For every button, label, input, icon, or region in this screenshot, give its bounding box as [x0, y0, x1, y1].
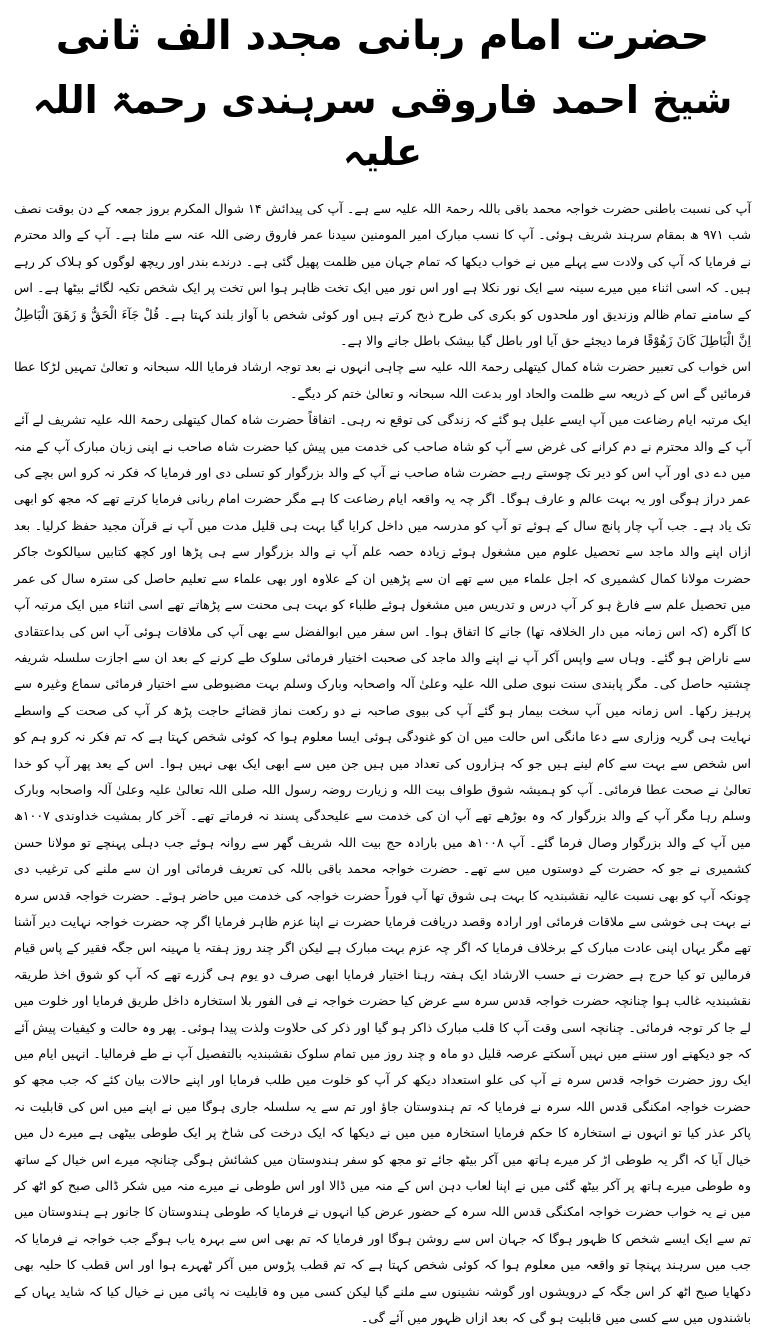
paragraph: آپ کی نسبت باطنی حضرت خواجہ محمد باقی باللہ رحمۃ اللہ علیہ سے ہے۔ آپ کی پیدائش ۱۴ شوال المکرم بروز جمعہ کے دن بوقت نصف شب ۹۷۱ ھ بمقام سرہند شریف ہوئی۔ آپ کا نسب مبارک امیر المومنین سیدنا عمر فاروق رضی اللہ عنہ سے ملتا ہے۔ آپ کے والد محترم نے فرمایا کہ آپ کی ولادت سے پہلے میں نے خواب دیکھا کہ تمام جہان میں ظلمت پھیل گئی ہے۔ درندے بندر اور ریچھ لوگوں کو ہلاک کر رہے ہیں۔ کہ اسی اثناء میں میرے سینہ سے ایک نور نکلا ہے اور اس نور میں ایک تخت ظاہر ہوا اس تخت پر ایک شخص تکیہ لگائے بیٹھا ہے۔ اس کے سامنے تمام ظالم وزندیق اور ملحدوں کو بکری کی طرح ذبح کرتے ہیں اور کوئی شخص با آواز بلند کہتا ہے۔ قُلْ جَآءَ الْحَقُّ وَ زَهَقَ الْبَاطِلُ اِنَّ الْبَاطِلَ كَانَ زَهُوْقًا فرما دیجئے حق آیا اور باطل گیا بیشک باطل جانے والا ہے۔ [14, 201, 751, 349]
article-body [14, 196, 751, 1331]
page-title: حضرت امام ربانی مجدد الف ثانی [55, 13, 710, 59]
page-subtitle: شیخ احمد فاروقی سرہندی رحمۃ اللہ علیہ [32, 78, 733, 174]
paragraph: اس خواب کی تعبیر حضرت شاہ کمال کیتھلی رحمۃ اللہ علیہ سے چاہی انہوں نے بعد توجہ ارشاد فرمایا اللہ سبحانہ و تعالیٰ تمہیں لڑکا عطا فرمائیں گے اس کے ذریعہ سے ظلمت والحاد اور بدعت اللہ سبحانہ و تعالیٰ ختم کر دیگے۔ [14, 359, 751, 401]
paragraph: ایک مرتبہ ایام رضاعت میں آپ ایسے علیل ہو گئے کہ زندگی کی توقع نہ رہی۔ اتفاقاً حضرت شاہ کمال کیتھلی رحمۃ اللہ علیہ تشریف لے آئے آپ کے والد محترم نے دم کرانے کی غرض سے آپ کو شاہ صاحب کی خدمت میں پیش کیا حضرت شاہ صاحب نے اپنی زبان مبارک آپ کے منہ میں دے دی اور آپ اس کو دیر تک چوستے رہے حضرت شاہ صاحب نے آپ کے والد بزرگوار کو تسلی دی اور فرمایا کہ فکر نہ کرو اس بچے کی عمر دراز ہوگی اور یہ بہت عالم و عارف ہوگا۔ اگر چہ یہ واقعہ ایام رضاعت کا ہے مگر حضرت امام ربانی فرمایا کرتے تھے کہ مجھ کو ابھی تک یاد ہے۔ جب آپ چار پانچ سال کے ہوئے تو آپ کو مدرسہ میں داخل کرایا گیا بہت ہی قلیل مدت میں آپ نے قرآن مجید حفظ کرلیا۔ بعد ازاں اپنے والد ماجد سے تحصیل علوم میں مشغول ہوئے زیادہ حصہ علم آپ نے والد بزرگوار سے ہی پڑھا اور کچھ کتابیں سیالکوٹ جاکر حضرت مولانا کمال کشمیری کہ اجل علماء میں سے تھے ان سے پڑھیں ان کے علاوہ اور بھی علماء سے تعلیم حاصل کی سترہ سال کی عمر میں تحصیل علم سے فارغ ہو کر آپ درس و تدریس میں مشغول ہوئے طلباء کو بہت ہی محنت سے پڑھاتے تھے اسی اثناء میں ایک مرتبہ آپ کا آگرہ (کہ اس زمانہ میں دار الخلافہ تھا) جانے کا اتفاق ہوا۔ اس سفر میں ابوالفضل سے بھی آپ کی ملاقات ہوئی آپ اس کی بداعتقادی سے ناراض ہو گئے۔ وہاں سے واپس آکر آپ نے اپنے والد ماجد کی صحبت اختیار فرمائی سلوک طے کرنے کے بعد ان سے اجازت سلسلہ شریفہ چشتیہ حاصل کی۔ مگر پابندی سنت نبوی صلی اللہ علیہ وعلیٰ آلہ واصحابہ وبارک وسلم بہت مضبوطی سے اختیار فرمائی سماع وغیرہ سے پرہیز رکھا۔ اس زمانہ میں آپ سخت بیمار ہو گئے آپ کی بیوی صاحبہ نے دو رکعت نماز قضائے حاجت پڑھ کر آپ کی صحت کے واسطے نہایت ہی گریہ وزاری سے دعا مانگی اس حالت میں ان کو غنودگی ہوئی ایسا معلوم ہوا کہ کوئی شخص کہتا ہے کہ تم فکر نہ کرو ہم کو اس شخص سے بہت سے کام لینے ہیں جو کہ ہزاروں کی تعداد میں ہیں جن میں سے ابھی ایک بھی نہیں ہوا۔ اس کے بعد پھر آپ کو خدا تعالیٰ نے صحت عطا فرمائی۔ آپ کو ہمیشہ شوق طواف بیت اللہ و زیارت روضہ رسول اللہ صلی اللہ تعالیٰ علیہ وعلیٰ آلہ واصحابہ وبارک وسلم رہا مگر آپ کے والد بزرگوار کہ وہ بوڑھے تھے آپ ان کی خدمت سے علیحدگی پسند نہ فرماتے تھے۔ آخر کار بمشیت خداوندی ۱۰۰۷ھ میں آپ کے والد بزرگوار وصال فرما گئے۔ آپ ۱۰۰۸ھ میں بارادہ حج بیت اللہ شریف گھر سے روانہ ہوئے جب دہلی پہنچے تو مولانا حسن کشمیری نے جو کہ حضرت کے دوستوں میں سے تھے۔ حضرت خواجہ محمد باقی باللہ کی تعریف فرمائی اور ان سے ملنے کی ترغیب دی چونکہ آپ کو بھی نسبت عالیہ نقشبندیہ کا بہت ہی شوق تھا آپ فوراً حضرت خواجہ کی خدمت میں حاضر ہوئے۔ حضرت خواجہ قدس سرہ نے بہت ہی خوشی سے ملاقات فرمائی اور ارادہ وقصد دریافت فرمایا حضرت نے اپنا عزم ظاہر فرمایا اگر چہ حضرت خواجہ نہایت دیر آشنا تھے مگر یہاں اپنی عادت مبارک کے برخلاف فرمایا کہ اگر چہ عزم بہت مبارک ہے لیکن اگر چند روز ہفتہ یا مہینہ اس جگہ فقیر کے پاس قیام فرمالیں تو کیا حرج ہے حضرت نے حسب الارشاد ایک ہفتہ رہنا اختیار فرمایا ابھی صرف دو یوم ہی گزرے تھے کہ آپ کو شوق اخذ طریقہ نقشبندیہ غالب ہوا چنانچہ حضرت خواجہ قدس سرہ سے عرض کیا حضرت خواجہ نے فی الفور بلا استخارہ داخل طریق فرمایا اور خلوت میں لے جا کر توجہ فرمائی۔ چنانچہ اسی وقت آپ کا قلب مبارک ذاکر ہو گیا اور ذکر کی حلاوت ولذت پیدا ہوئی۔ پھر وہ حالت و کیفیات پیش آئے کہ جو دیکھنے اور سننے میں نہیں آسکتے عرصہ قلیل دو ماہ و چند روز میں تمام سلوک نقشبندیہ بالتفصیل آپ نے طے فرمالیا۔ انہیں ایام میں ایک روز حضرت خواجہ قدس سرہ نے آپ کی علو استعداد دیکھ کر آپ کو خلوت میں طلب فرمایا اور اپنے حالات بیان کئے کہ جب مجھ کو حضرت خواجہ امکنگی قدس اللہ سرہ نے فرمایا کہ تم ہندوستان جاؤ اور تم سے یہ سلسلہ جاری ہوگا میں نے اپنے میں اس کی قابلیت نہ پاکر عذر کیا تو انہوں نے استخارہ کا حکم فرمایا استخارہ میں میں نے دیکھا کہ ایک درخت کی شاخ پر ایک طوطی بیٹھی ہے میرے دل میں خیال آیا کہ اگر یہ طوطی اڑ کر میرے ہاتھ میں آکر بیٹھ جائے تو مجھ کو سفر ہندوستان میں کشائش ہوگی چنانچہ میرے اس خیال کے ساتھ وہ طوطی میرے ہاتھ پر آکر بیٹھ گئی میں نے اپنا لعاب دہن اس کے منہ میں ڈالا اور اس طوطی نے میرے منہ میں شکر ڈالی صبح کو اٹھ کر میں نے یہ خواب حضرت خواجہ امکنگی قدس اللہ سرہ کے حضور عرض کیا انہوں نے فرمایا کہ طوطی ہندوستان کا جانور ہے ہندوستان میں تم سے ایک ایسے شخص کا ظہور ہوگا کہ جہان اس سے روشن ہوگا اور فرمایا کہ تم بھی اس سے بہرہ یاب ہوگے جب خواجہ نے فرمایا کہ جب میں سرہند پہنچا تو واقعہ میں معلوم ہوا کہ کوئی شخص کہتا ہے کہ تم قطب پڑوس میں آکر ٹھہرے ہوا اور اس قطب کا حلیہ بھی دکھایا صبح اٹھ کر اس جگہ کے درویشوں اور گوشہ نشینوں سے ملنے گیا لیکن کسی میں وہ قابلیت نہ پائی میں نے خیال کیا کہ شاید یہاں کے باشندوں میں سے کسی میں قابلیت ہو گی کہ بعد ازاں ظہور میں آئے گی۔ [14, 412, 751, 1326]
